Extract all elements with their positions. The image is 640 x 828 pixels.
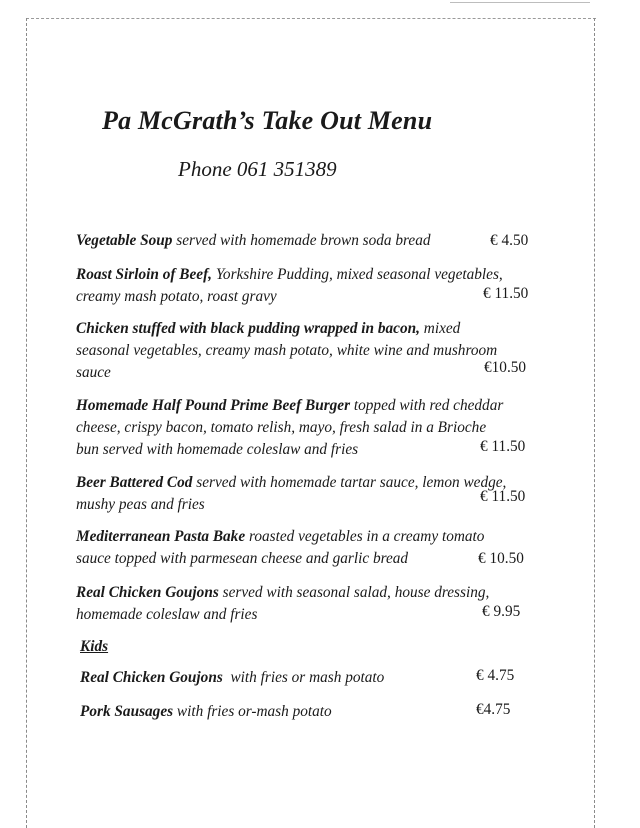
- kids-item-chicken-goujons: [80, 667, 540, 689]
- item-name: Real Chicken Goujons: [76, 584, 219, 601]
- item-price: € 11.50: [480, 488, 526, 505]
- phone-number: Phone 061 351389: [178, 157, 337, 181]
- item-price: € 11.50: [480, 438, 526, 455]
- item-description: creamy mash potato, roast gravy: [76, 288, 277, 305]
- item-name: Chicken stuffed with black pudding wrapped in bacon,: [76, 320, 420, 337]
- item-description: sauce topped with parmesean cheese and garlic bread: [76, 550, 409, 567]
- item-description: served with homemade tartar sauce, lemon wedge,: [196, 474, 507, 491]
- item-description: with fries or-mash potato: [176, 703, 332, 720]
- menu-item-chicken-goujons: [76, 582, 538, 626]
- kids-item-pork-sausages: [80, 701, 540, 723]
- item-description: topped with red cheddar: [353, 397, 504, 414]
- item-name: Vegetable Soup: [76, 232, 173, 249]
- menu-item-vegetable-soup: [76, 230, 538, 252]
- item-price: € 10.50: [478, 550, 524, 567]
- item-price: € 9.95: [482, 603, 521, 620]
- item-description: Yorkshire Pudding, mixed seasonal vegetables,: [215, 266, 503, 283]
- item-description: bun served with homemade coleslaw and fries: [76, 441, 359, 458]
- item-name: Pork Sausages: [80, 703, 174, 720]
- item-description: mixed: [423, 320, 461, 337]
- item-price: € 4.50: [490, 232, 529, 249]
- item-price: € 11.50: [483, 285, 529, 302]
- item-price: €10.50: [484, 359, 527, 376]
- item-name: Homemade Half Pound Prime Beef Burger: [76, 397, 351, 414]
- item-description: seasonal vegetables, creamy mash potato, white wine and mushroom: [76, 342, 498, 359]
- item-price: € 4.75: [476, 667, 515, 684]
- menu-item-chicken-stuffed: [76, 318, 538, 384]
- item-name: Roast Sirloin of Beef,: [76, 266, 212, 283]
- scan-edge-top-mark: [450, 2, 590, 3]
- kids-section-heading: Kids: [80, 638, 109, 655]
- page-border-left: [26, 18, 27, 828]
- item-description: roasted vegetables in a creamy tomato: [248, 528, 485, 545]
- menu-title: Pa McGrath’s Take Out Menu: [102, 106, 433, 135]
- page-border-top: [26, 18, 596, 19]
- menu-item-beef-burger: [76, 395, 538, 461]
- item-description: served with homemade brown soda bread: [176, 232, 431, 249]
- item-price: €4.75: [476, 701, 511, 718]
- item-name: Beer Battered Cod: [76, 474, 193, 491]
- menu-item-roast-sirloin: [76, 264, 538, 308]
- item-name: Real Chicken Goujons: [80, 669, 223, 686]
- item-description: mushy peas and fries: [76, 496, 205, 513]
- item-description: homemade coleslaw and fries: [76, 606, 258, 623]
- menu-item-pasta-bake: [76, 526, 538, 570]
- page-border-right: [594, 18, 595, 828]
- item-description: served with seasonal salad, house dressing,: [222, 584, 490, 601]
- item-description: cheese, crispy bacon, tomato relish, mayo, fresh salad in a Brioche: [76, 419, 487, 436]
- item-description: sauce: [76, 364, 111, 381]
- menu-item-beer-battered-cod: [76, 472, 538, 516]
- item-description: with fries or mash potato: [230, 669, 385, 686]
- item-name: Mediterranean Pasta Bake: [76, 528, 246, 545]
